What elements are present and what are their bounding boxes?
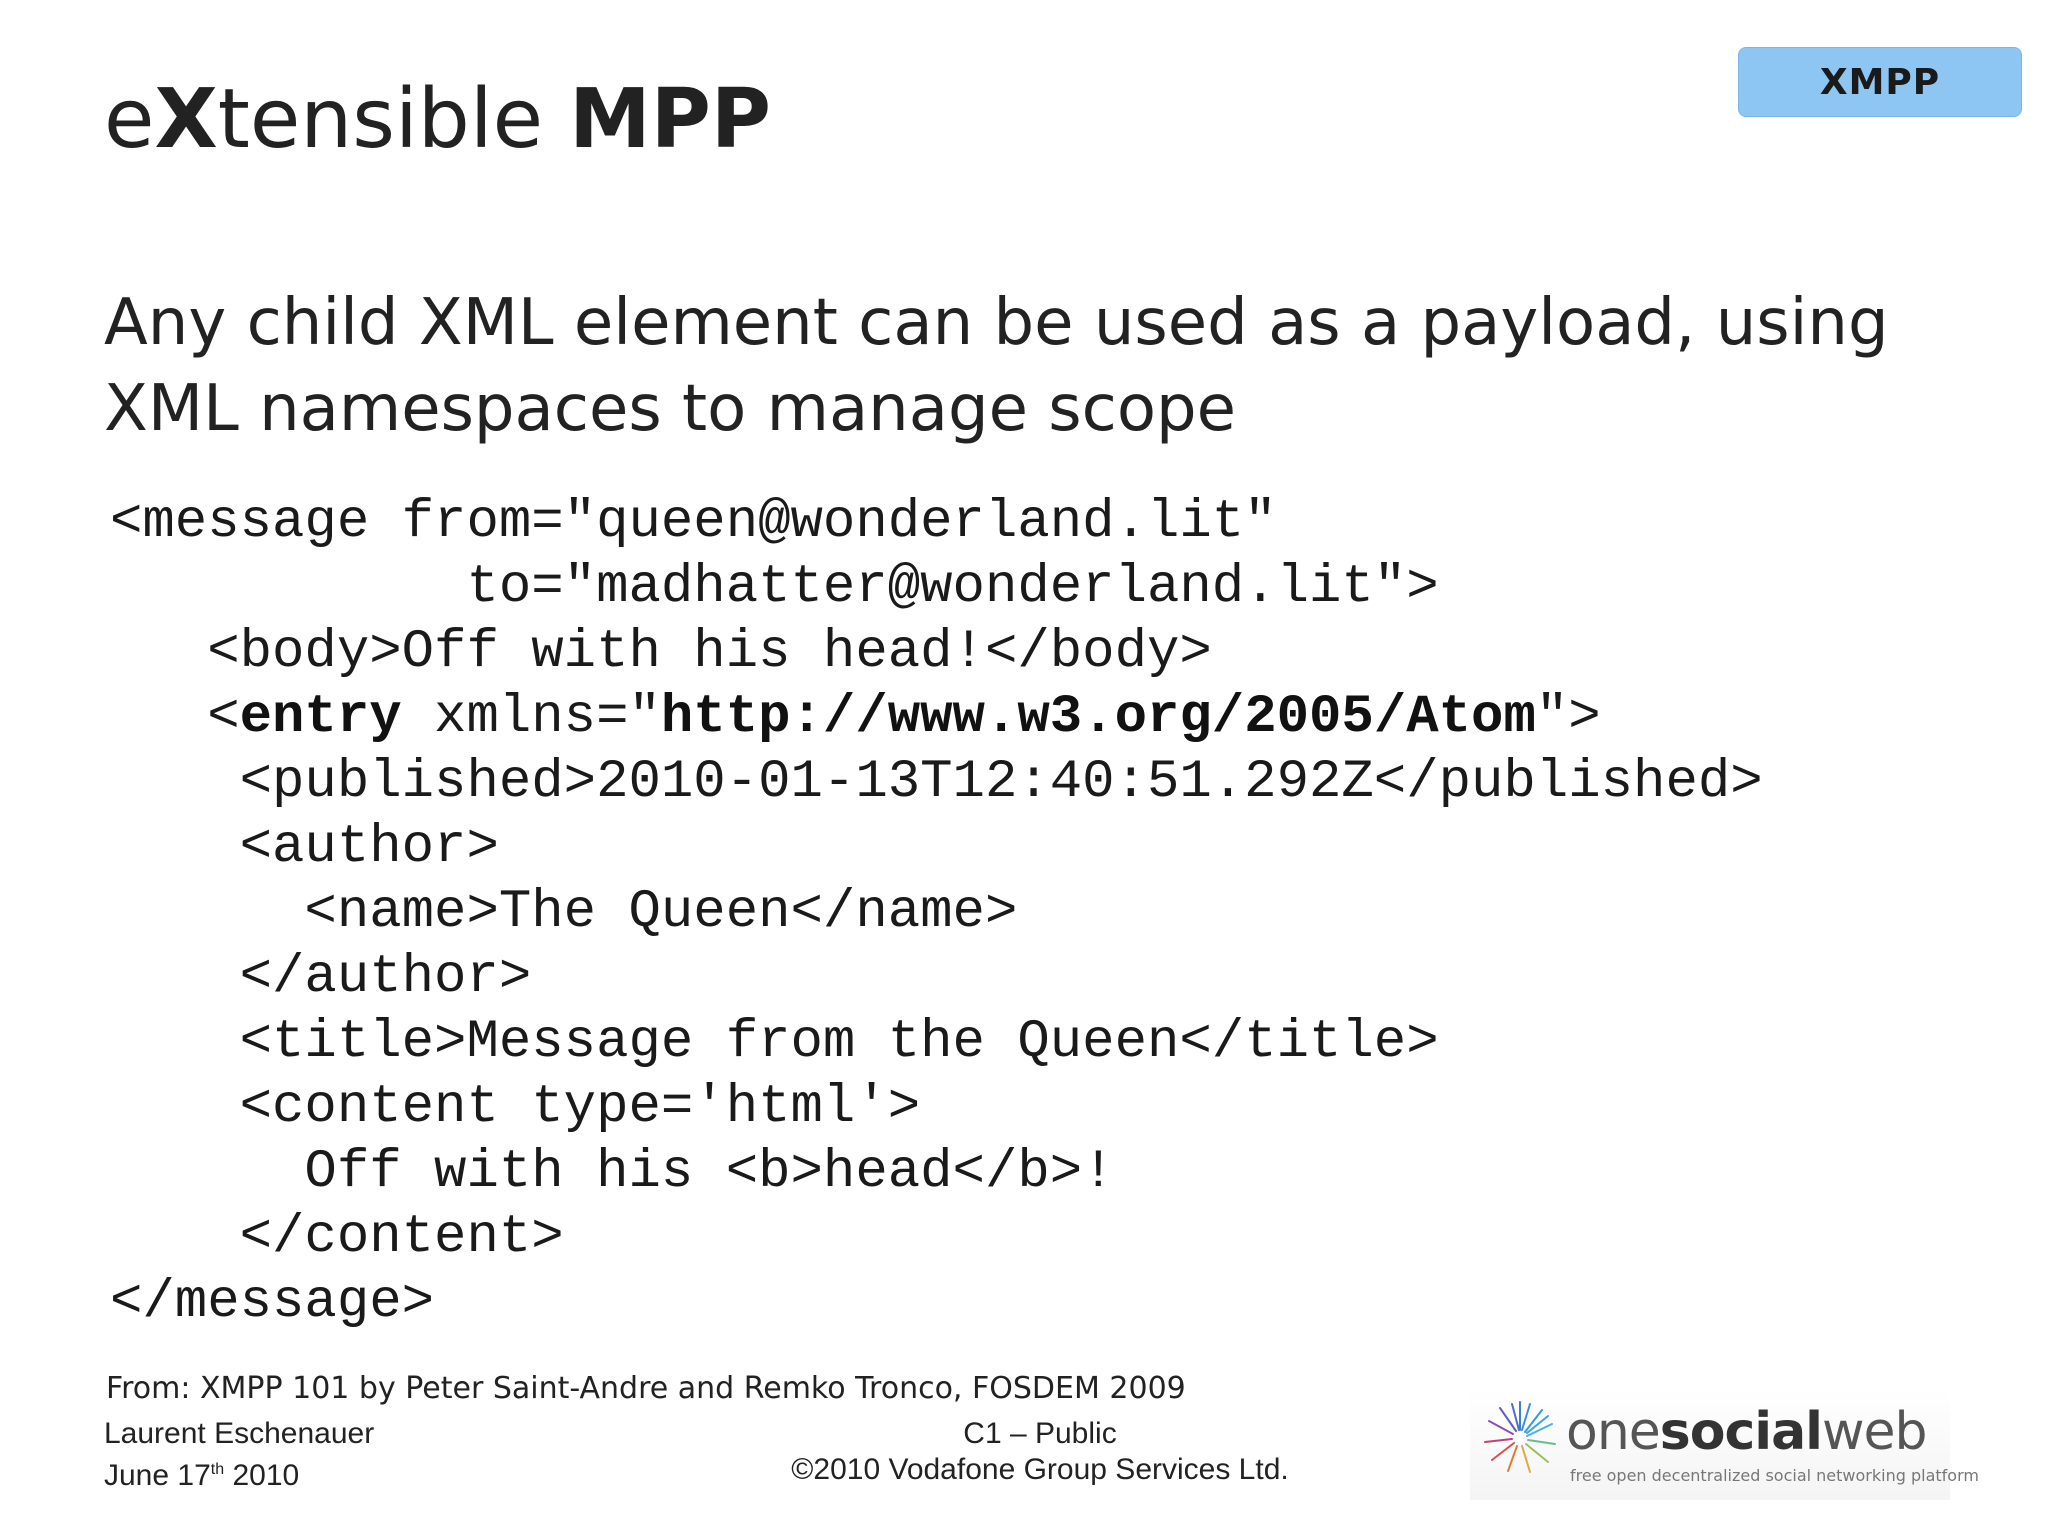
code-line: <name>The Queen</name>: [110, 882, 1018, 943]
code-line: </content>: [110, 1207, 564, 1268]
footer-copyright: ©2010 Vodafone Group Services Ltd.: [791, 1453, 1289, 1486]
starburst-logo-icon: [1480, 1398, 1560, 1478]
code-line: <author>: [110, 817, 499, 878]
footer-date: [104, 1452, 374, 1494]
code-line: to="madhatter@wonderland.lit">: [110, 557, 1439, 618]
code-line: <title>Message from the Queen</title>: [110, 1012, 1439, 1073]
title-part-bold: X: [154, 72, 218, 167]
code-fragment: <: [110, 687, 240, 748]
title-part-bold: MPP: [569, 72, 771, 167]
slide-title: [104, 72, 771, 167]
logo-word-part: web: [1822, 1402, 1927, 1462]
section-badge: XMPP: [1738, 47, 2022, 117]
title-part: tensible: [217, 72, 570, 167]
footer-date-text: 2010: [224, 1459, 300, 1492]
slide-subtitle: [104, 280, 1984, 452]
footer-legal-block: [760, 1416, 1320, 1488]
logo-word-part-bold: social: [1659, 1402, 1823, 1462]
code-line: <message from="queen@wonderland.lit": [110, 492, 1277, 553]
code-block: [110, 490, 1763, 1335]
code-line: Off with his <b>head</b>!: [110, 1142, 1115, 1203]
source-citation: From: XMPP 101 by Peter Saint-Andre and Remko Tronco, FOSDEM 2009: [106, 1371, 1186, 1406]
code-line: </author>: [110, 947, 532, 1008]
code-line: </message>: [110, 1272, 435, 1333]
subtitle-line: XML namespaces to manage scope: [104, 372, 1236, 446]
title-part: e: [104, 72, 155, 167]
logo-wordmark: [1566, 1402, 1927, 1462]
footer-date-text: June 17: [104, 1459, 211, 1492]
footer-author: Laurent Eschenauer: [104, 1417, 375, 1450]
footer-author-block: [104, 1416, 374, 1494]
code-fragment-bold: entry: [239, 687, 402, 748]
logo-word-part: one: [1566, 1402, 1660, 1462]
code-line: <content type='html'>: [110, 1077, 921, 1138]
code-fragment-bold: http://www.w3.org/2005/Atom: [660, 687, 1536, 748]
footer-date-sup: th: [210, 1461, 225, 1478]
code-fragment: ">: [1535, 687, 1601, 748]
onesocialweb-logo: [1470, 1390, 1979, 1500]
code-fragment: xmlns=": [401, 687, 661, 748]
logo-tagline: free open decentralized social networking platform: [1570, 1466, 1979, 1485]
subtitle-line: Any child XML element can be used as a payload, using: [104, 286, 1889, 360]
code-line: [110, 685, 1763, 750]
code-line: <body>Off with his head!</body>: [110, 622, 1212, 683]
code-line: <published>2010-01-13T12:40:51.292Z</published>: [110, 752, 1763, 813]
footer-classification: C1 – Public: [963, 1417, 1117, 1450]
